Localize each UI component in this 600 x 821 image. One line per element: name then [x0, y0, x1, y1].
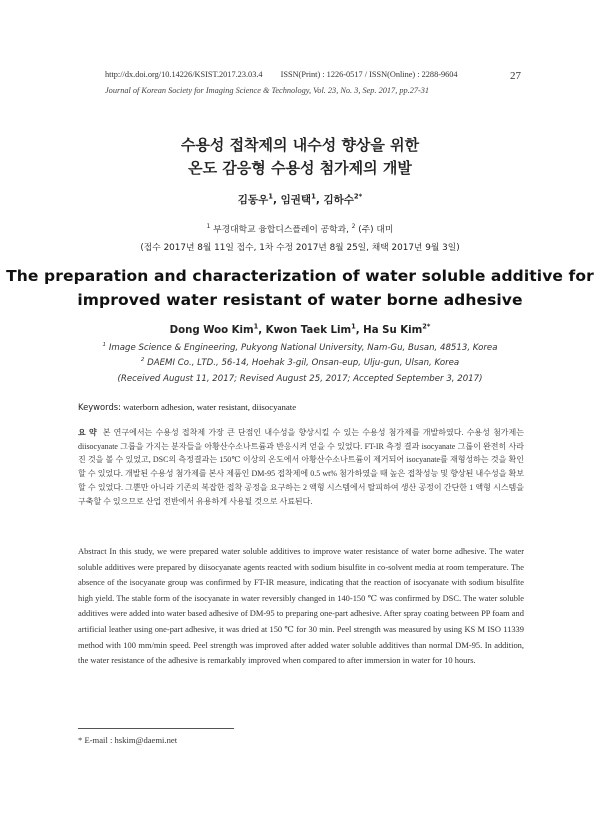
- korean-affiliation: [0, 222, 600, 235]
- page-number: 27: [510, 70, 521, 82]
- running-header: [105, 70, 458, 79]
- doi-link[interactable]: http://dx.doi.org/10.14226/KSIST.2017.23.03.4: [105, 70, 263, 79]
- english-abstract: Abstract In this study, we were prepared water soluble additives to improve water resistance of water borne adhesive. The water soluble additives were prepared by diisocyanate agents reacted with sodium bisulfite in co-solvent media at room temperature. The absence of the isocyanate group was confirmed by FT-IR measure, indicating that the reaction of isocyanate with sodium bisulfite high yield. The stable form of the isocyanate in water reversibly changed in 140-150 ℃ was confirmed by DSC. The water soluble additives were added into water based adhesive of DM-95 to preparing one-part adhesive. After spray coating between PP foam and artificial leather using one-part adhesive, it was dried at 150 ℃ for 30 min. Peel strength was measured by using KS M ISO 11339 method with 100 mm/min speed. Peel strength was improved after added water soluble additives than normal DM-95. In addition, the water resistance of the adhesive is remarkably improved when compared to after immersion in water for 10 hours.: [78, 546, 524, 666]
- author-name: Dong Woo Kim: [169, 325, 254, 336]
- korean-title-line-2: 온도 감응형 수용성 첨가제의 개발: [188, 159, 412, 177]
- author-name: Kwon Taek Lim: [265, 325, 352, 336]
- author-mark: 1: [268, 192, 273, 201]
- affiliation-mark: 2: [140, 357, 145, 364]
- author-mark: 1: [351, 322, 356, 331]
- korean-abstract: [78, 426, 524, 508]
- affiliation-text: DAEMI Co., LTD., 56-14, Hoehak 3-gil, Onsan-eup, Ulju-gun, Ulsan, Korea: [147, 358, 460, 368]
- keywords-label-rest: eywords:: [83, 402, 121, 412]
- author-mark: 1: [253, 322, 259, 331]
- english-dates: (Received August 11, 2017; Revised August 25, 2017; Accepted September 3, 2017): [117, 374, 483, 384]
- english-title-line-2: improved water resistant of water borne adhesive: [77, 291, 523, 309]
- english-affiliation-2: [0, 358, 600, 368]
- author-name: 김동우: [237, 194, 269, 206]
- korean-abstract-label: 요 약: [78, 428, 97, 437]
- author-name: 임권택: [280, 194, 312, 206]
- english-authors: [0, 322, 600, 336]
- author-mark: 2*: [353, 192, 363, 201]
- korean-authors: [0, 192, 600, 207]
- author-mark: 1: [311, 192, 316, 201]
- issn-text: ISSN(Print) : 1226-0517 / ISSN(Online) : 2288-9604: [280, 70, 458, 79]
- korean-abstract-text: 본 연구에서는 수용성 접착제 가장 큰 단점인 내수성을 향상시킬 수 있는 수용성 첨가제를 개발하였다. 수용성 첨가제는 diisocyanate 그룹을 가지는 분자들을 아황산수소나트륨과 반응시켜 얻을 수 있었다. FT-IR 측정 결과 isocyanate 그룹이 완전히 사라진 것을 볼 수 있었고, DSC의 측정결과는 150℃ 이상의 온도에서 아황산수소나트륨이 제거되어 isocyanate를 재형성하는 것을 확인할 수 있었다. 개발된 수용성 첨가제를 본사 제품인 DM-95 접착제에 0.5 wt% 첨가하였을 때 높은 접착성능 및 향상된 내수성을 확보할 수 있었다. 그뿐만 아니라 기존의 복잡한 접착 공정을 요구하는 2 액형 시스템에서 탈피하여 생산 공정이 간단한 1 액형 시스템을 구축할 수 있으므로 산업 전반에서 유용하게 사용될 것으로 사료된다.: [78, 428, 524, 506]
- keywords: [78, 402, 296, 412]
- keywords-label: [78, 402, 121, 412]
- english-title-line-1: The preparation and characterization of water soluble additive for: [6, 267, 594, 285]
- korean-title-line-1: 수용성 접착제의 내수성 향상을 위한: [180, 136, 420, 154]
- keywords-label-initial: K: [78, 402, 84, 412]
- affiliation-mark: 2: [351, 224, 356, 231]
- journal-citation: Journal of Korean Society for Imaging Science & Technology, Vol. 23, No. 3, Sep. 2017, pp.27-31: [105, 86, 430, 95]
- footnote-email: * E-mail : hskim@daemi.net: [78, 735, 178, 745]
- footnote-rule: [78, 728, 234, 729]
- author-separator: ,: [258, 325, 266, 336]
- english-affiliation-1: [0, 343, 600, 353]
- author-mark: 2*: [422, 322, 431, 331]
- affiliation-text: (주) 대미: [358, 225, 394, 235]
- author-name: Ha Su Kim: [363, 325, 423, 336]
- affiliation-text: Image Science & Engineering, Pukyong National University, Nam-Gu, Busan, 48513, Korea: [108, 343, 498, 353]
- author-separator: ,: [272, 194, 281, 206]
- korean-dates: (접수 2017년 8월 11일 접수, 1차 수정 2017년 8월 25일, 채택 2017년 9월 3일): [140, 243, 460, 253]
- affiliation-text: 부경대학교 융합디스플레이 공학과,: [213, 225, 349, 235]
- author-name: 김하수: [323, 194, 354, 206]
- author-separator: ,: [355, 325, 364, 336]
- affiliation-mark: 1: [206, 224, 211, 231]
- affiliation-mark: 1: [102, 342, 107, 349]
- author-separator: ,: [315, 194, 324, 206]
- keywords-text: waterborn adhesion, water resistant, diisocyanate: [123, 402, 297, 412]
